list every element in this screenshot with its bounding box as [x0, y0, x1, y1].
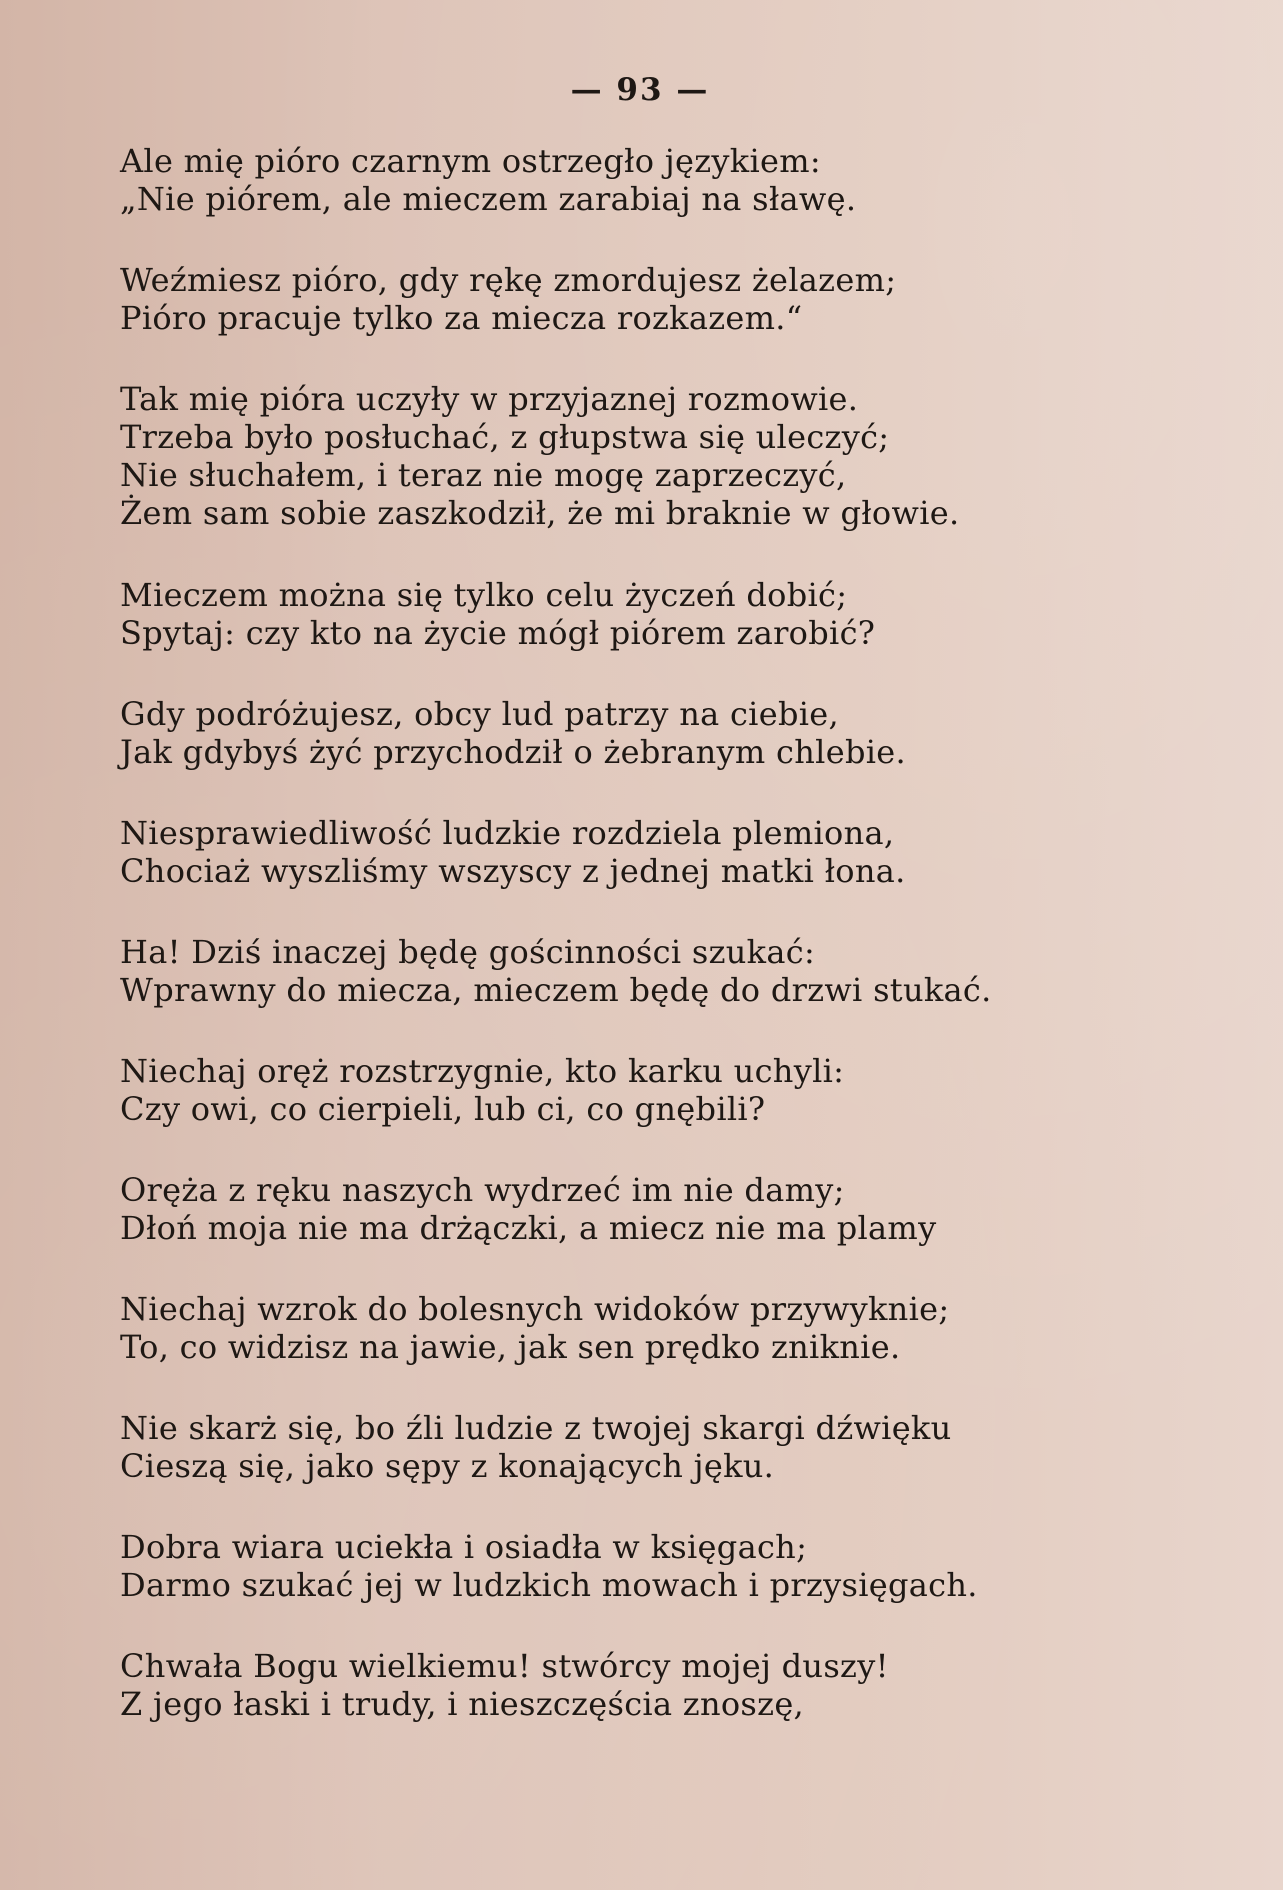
poem-line: Dłoń moja nie ma drżączki, a miecz nie ma plamy: [120, 1209, 937, 1247]
poem: [120, 142, 1000, 1766]
poem-line: Chociaż wyszliśmy wszyscy z jednej matki łona.: [120, 852, 906, 890]
poem-line: Gdy podróżujesz, obcy lud patrzy na ciebie,: [120, 695, 839, 733]
poem-line: Niesprawiedliwość ludzkie rozdziela plemiona,: [120, 814, 895, 852]
poem-line: Mieczem można się tylko celu życzeń dobić;: [120, 576, 848, 614]
stanza: [120, 1052, 1000, 1171]
stanza: [120, 1171, 1000, 1290]
poem-line: „Nie piórem, ale mieczem zarabiaj na sławę.: [120, 180, 857, 218]
poem-line: Oręża z ręku naszych wydrzeć im nie damy;: [120, 1171, 845, 1209]
stanza: [120, 1528, 1000, 1647]
poem-line: Chwała Bogu wielkiemu! stwórcy mojej duszy!: [120, 1647, 889, 1685]
poem-line: Czy owi, co cierpieli, lub ci, co gnębili?: [120, 1090, 766, 1128]
poem-line: Ale mię pióro czarnym ostrzegło językiem:: [120, 142, 821, 180]
stanza: [120, 814, 1000, 933]
poem-line: Niechaj wzrok do bolesnych widoków przywyknie;: [120, 1290, 950, 1328]
stanza: [120, 1290, 1000, 1409]
poem-line: Jak gdybyś żyć przychodził o żebranym chlebie.: [120, 733, 906, 771]
poem-line: Wprawny do miecza, mieczem będę do drzwi stukać.: [120, 971, 992, 1009]
poem-line: Ha! Dziś inaczej będę gościnności szukać:: [120, 933, 816, 971]
poem-line: To, co widzisz na jawie, jak sen prędko zniknie.: [120, 1328, 901, 1366]
poem-line: Cieszą się, jako sępy z konających jęku.: [120, 1447, 775, 1485]
stanza: [120, 576, 1000, 695]
poem-line: Tak mię pióra uczyły w przyjaznej rozmowie.: [120, 380, 859, 418]
poem-line: Z jego łaski i trudy, i nieszczęścia znoszę,: [120, 1685, 805, 1723]
stanza: [120, 695, 1000, 814]
stanza: [120, 261, 1000, 380]
stanza: [120, 933, 1000, 1052]
poem-line: Pióro pracuje tylko za miecza rozkazem.“: [120, 299, 803, 337]
poem-line: Nie skarż się, bo źli ludzie z twojej skargi dźwięku: [120, 1409, 952, 1447]
poem-line: Nie słuchałem, i teraz nie mogę zaprzeczyć,: [120, 456, 847, 494]
page-number: — 93 —: [570, 72, 710, 108]
poem-line: Spytaj: czy kto na życie mógł piórem zarobić?: [120, 614, 876, 652]
stanza: [120, 142, 1000, 261]
stanza: [120, 380, 1000, 576]
poem-line: Niechaj oręż rozstrzygnie, kto karku uchyli:: [120, 1052, 845, 1090]
stanza: [120, 1409, 1000, 1528]
poem-line: Trzeba było posłuchać, z głupstwa się uleczyć;: [120, 418, 890, 456]
poem-line: Dobra wiara uciekła i osiadła w księgach;: [120, 1528, 808, 1566]
poem-line: Żem sam sobie zaszkodził, że mi braknie w głowie.: [120, 494, 960, 532]
poem-line: Weźmiesz pióro, gdy rękę zmordujesz żelazem;: [120, 261, 897, 299]
poem-line: Darmo szukać jej w ludzkich mowach i przysięgach.: [120, 1566, 978, 1604]
stanza: [120, 1647, 1000, 1766]
